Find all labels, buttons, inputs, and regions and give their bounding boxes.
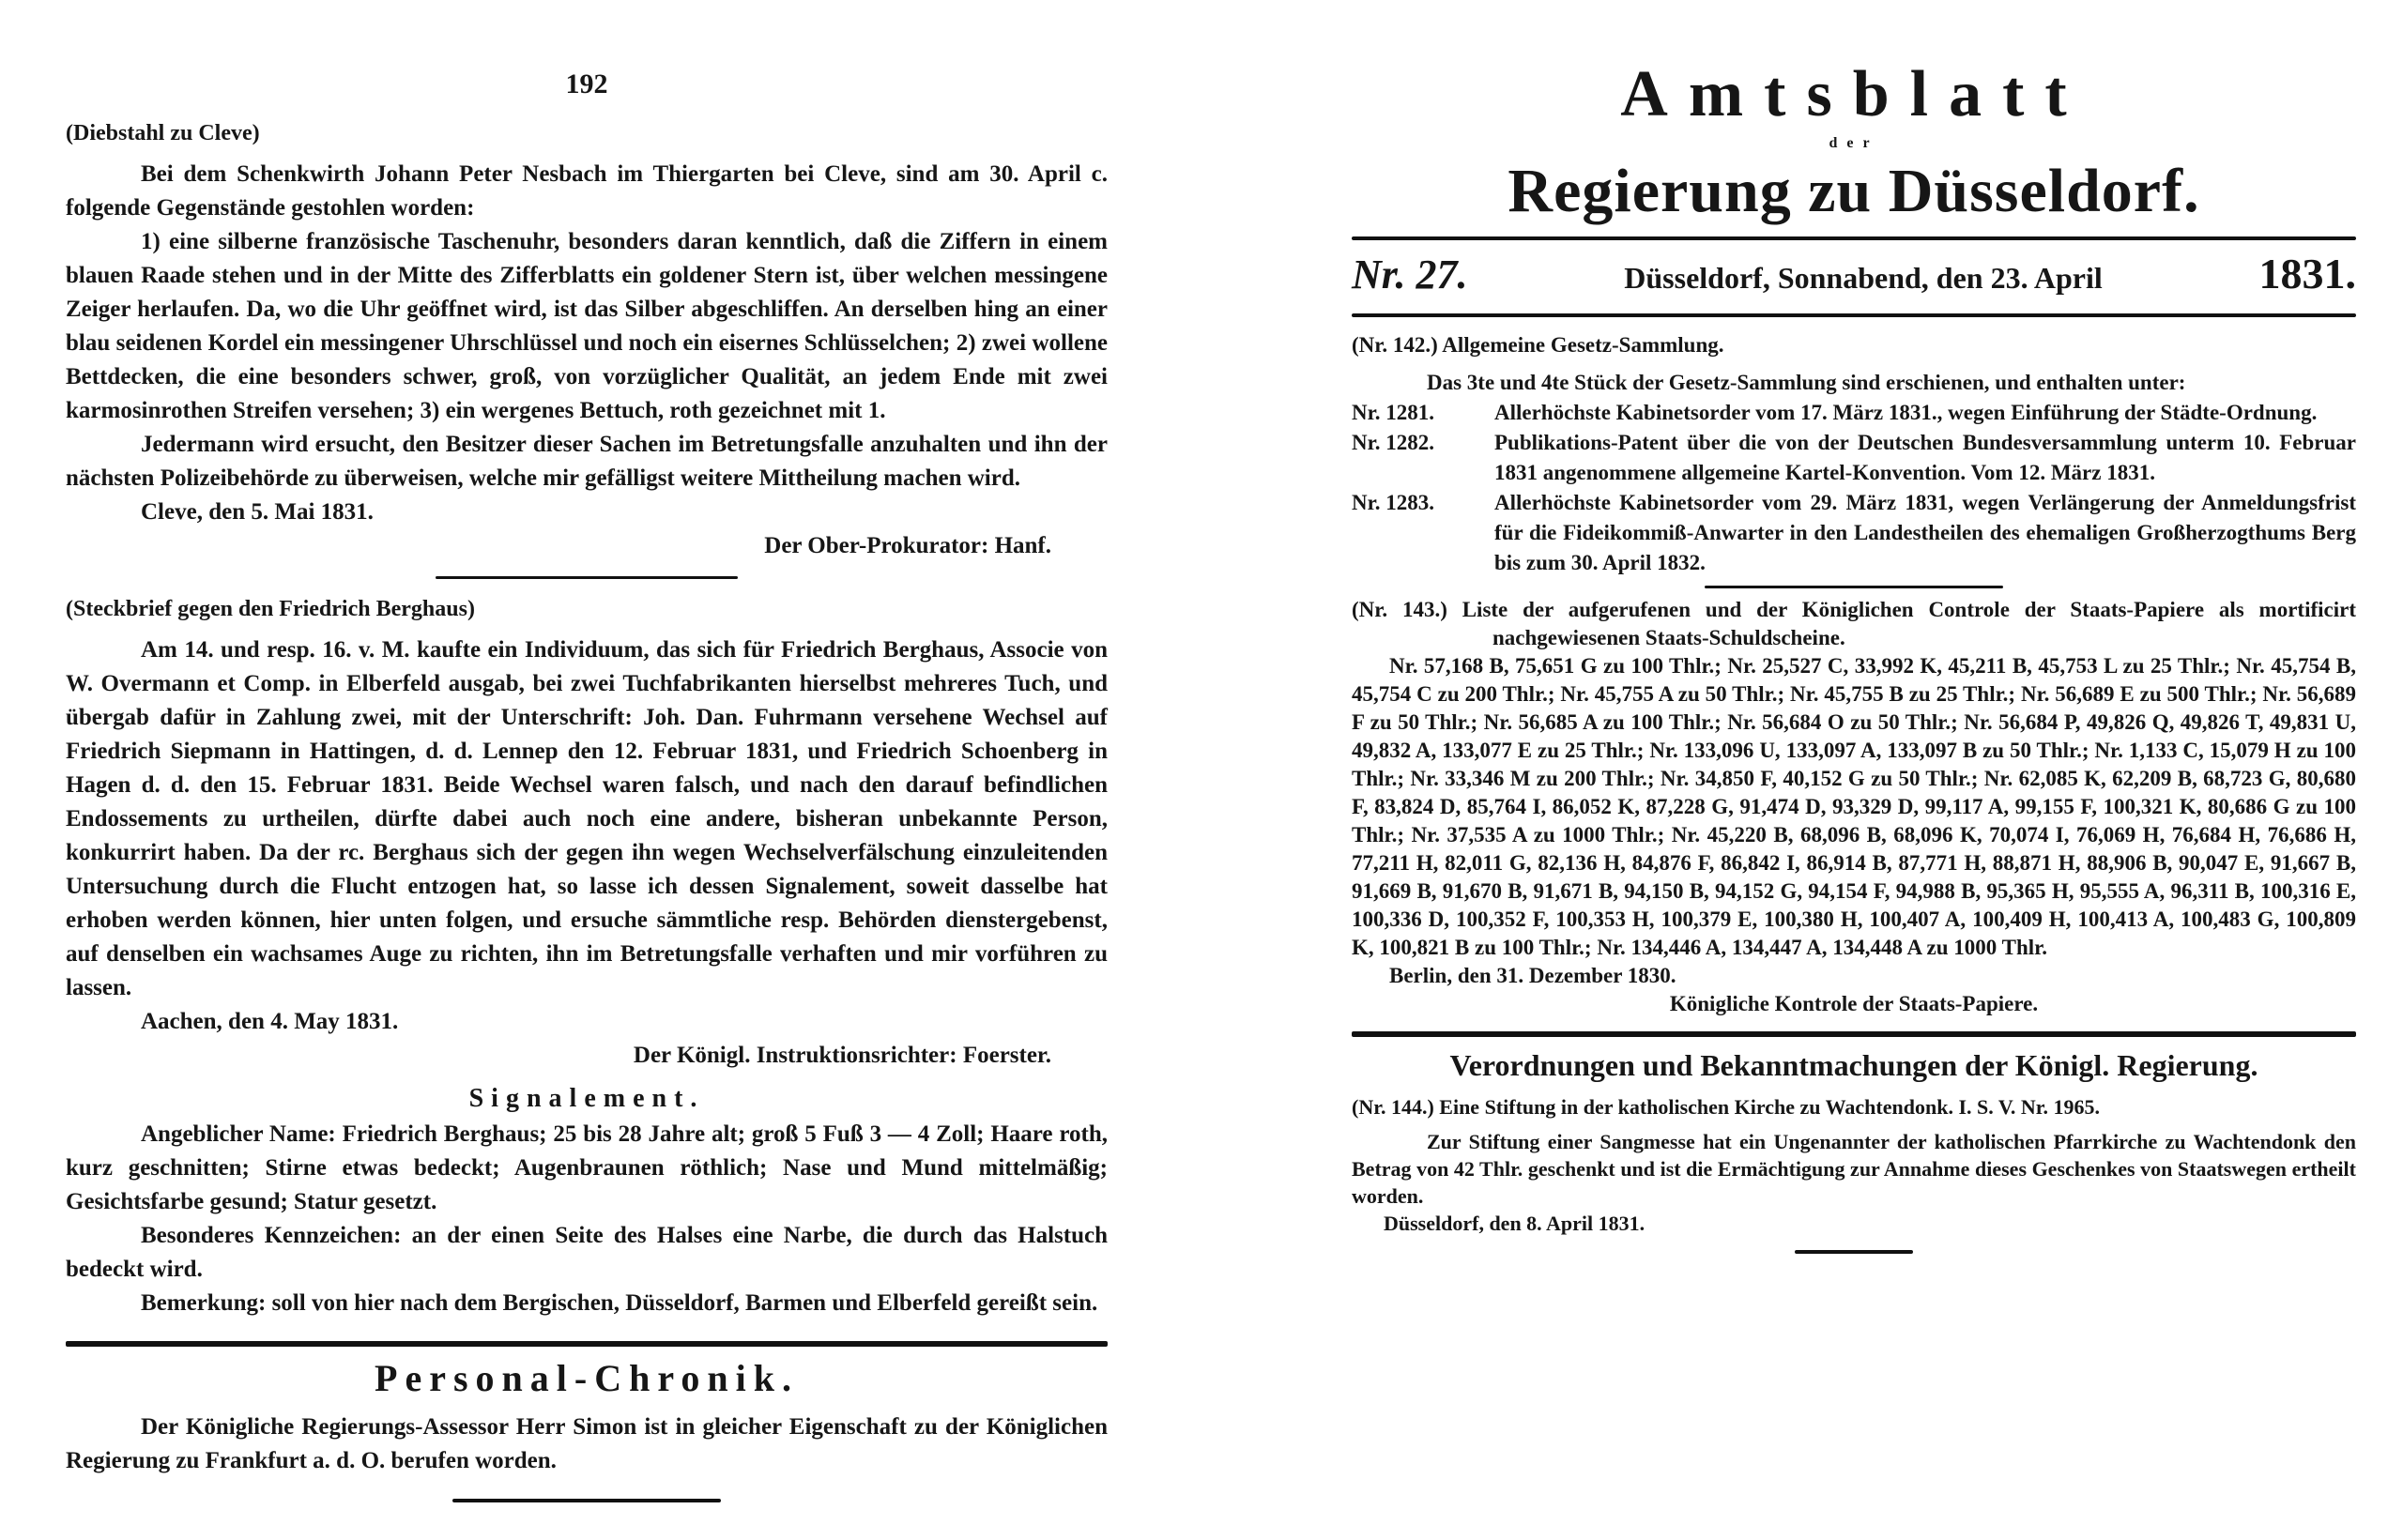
law-number: Nr. 1282. (1352, 431, 1434, 454)
warrant-notice-paragraph: Am 14. und resp. 16. v. M. kaufte ein Individuum, das sich für Friedrich Berghaus, Associe von W. Overmann et Comp. in Elberfeld ausgab, bei zwei Tuchfabrikanten hierselbst mehreres Tuch, und übergab dafür in Zahlung zwei, mit der Unterschrift: Joh. Dan. Fuhrmann versehene Wechsel auf Friedrich Siepmann in Hattingen, d. d. Lennep den 12. Februar 1831, und Friedrich Schoenberg in Hagen d. d. den 15. Februar 1831. Beide Wechsel waren falsch, und nach den darauf befindlichen Endossements zu urtheilen, dürfte dabei auch noch eine andere, bisheran unbekannte Person, konkurrirt haben. Da der rc. Berghaus sich der gegen ihn wegen Wechselverfälschung einzuleitenden Untersuchung durch die Flucht entzogen hat, so lasse ich dessen Signalement, soweit dasselbe hat erhoben werden können, hier unten folgen, und ersuche sämmtliche resp. Behörden dienstergebenst, auf denselben ein wachsames Auge zu richten, ihn im Betretungsfalle verhaften und mir vorführen zu lassen. (66, 637, 1108, 1000)
securities-list: Nr. 57,168 B, 75,651 G zu 100 Thlr.; Nr. 25,527 C, 33,992 K, 45,211 B, 45,753 L zu 25 Thlr.; Nr. 45,754 B, 45,754 C zu 200 Thlr.; Nr. 45,755 A zu 50 Thlr.; Nr. 45,755 B zu 25 Thlr.; Nr. 56,689 E zu 500 Thlr.; Nr. 56,689 F zu 50 Thlr.; Nr. 56,685 A zu 100 Thlr.; Nr. 56,684 O zu 50 Thlr.; Nr. 56,684 P, 49,826 Q, 49,826 T, 49,831 U, 49,832 A, 133,077 E zu 25 Thlr.; Nr. 133,096 U, 133,097 A, 133,097 B zu 50 Thlr.; Nr. 1,133 C, 15,079 H zu 100 Thlr.; Nr. 33,346 M zu 200 Thlr.; Nr. 34,850 F, 40,152 G zu 50 Thlr.; Nr. 62,085 K, 62,209 B, 68,723 G, 80,680 F, 83,824 D, 85,764 I, 86,052 K, 87,228 G, 91,474 D, 93,329 D, 99,117 A, 99,155 F, 100,321 K, 80,686 G zu 100 Thlr.; Nr. 37,535 A zu 1000 Thlr.; Nr. 45,220 B, 68,096 B, 68,096 K, 70,074 I, 76,069 H, 76,684 H, 76,686 H, 77,211 H, 82,011 G, 82,136 H, 84,876 F, 86,842 I, 86,914 B, 87,771 H, 88,871 H, 88,906 B, 90,047 E, 91,667 B, 91,669 B, 91,670 B, 91,671 B, 94,150 B, 94,152 G, 94,154 F, 94,988 B, 95,365 H, 95,555 A, 96,311 B, 100,316 E, 100,336 D, 100,352 F, 100,353 H, 100,379 E, 100,380 H, 100,407 A, 100,409 H, 100,413 A, 100,483 G, 100,809 K, 100,821 B zu 100 Thlr.; Nr. 134,446 A, 134,447 A, 134,448 A zu 1000 Thlr. (1352, 654, 2356, 959)
law-entry (1352, 488, 2356, 578)
item-142-intro: Das 3te und 4te Stück der Gesetz-Sammlung sind erschienen, und enthalten unter: (1427, 371, 2186, 394)
law-entry (1352, 398, 2356, 428)
right-page (1202, 0, 2403, 1291)
item-143-heading: (Nr. 143.) Liste der aufgerufenen und der Königlichen Controle der Staats-Papiere als mortificirt nachgewiesenen Staats-Schuldscheine. (1352, 598, 2356, 649)
signalement-paragraph: Besonderes Kennzeichen: an der einen Seite des Halses eine Narbe, die durch das Halstuch bedeckt wird. (66, 1223, 1108, 1282)
law-number: Nr. 1283. (1352, 491, 1434, 514)
signalement-paragraph: Angeblicher Name: Friedrich Berghaus; 25 bis 28 Jahre alt; groß 5 Fuß 3 — 4 Zoll; Haare roth, kurz geschnitten; Stirne etwas bedeckt; Augenbraunen röthlich; Nase und Mund mittelmäßig; Gesichtsfarbe gesund; Statur gesetzt. (66, 1121, 1108, 1214)
masthead-title-regierung: Regierung zu Düsseldorf. (1508, 157, 2200, 225)
law-number: Nr. 1281. (1352, 401, 1434, 424)
law-text: Allerhöchste Kabinetsorder vom 17. März 1831., wegen Einführung der Städte-Ordnung. (1494, 401, 2318, 424)
personal-chronik-paragraph: Der Königliche Regierungs-Assessor Herr Simon ist in gleicher Eigenschaft zu der Königlichen Regierung zu Frankfurt a. d. O. berufen worden. (66, 1414, 1108, 1473)
warrant-notice-heading: (Steckbrief gegen den Friedrich Berghaus) (66, 597, 475, 621)
issue-year: 1831. (2258, 250, 2356, 297)
theft-notice-paragraph: 1) eine silberne französische Taschenuhr, besonders daran kenntlich, daß die Ziffern in einem blauen Raade stehen und in der Mitte des Zifferblatts ein goldener Stern ist, über welchen messingene Zeiger herlaufen. Da, wo die Uhr geöffnet wird, ist das Silber abgeschliffen. An derselben hing an einer blau seidenen Kordel ein messingener Uhrschlüssel und noch ein eisernes Schlüsselchen; 2) zwei wollene Bettdecken, die eine besonders schwer, groß, von vorzüglicher Qualität, an jedem Ende mit zwei karmosinrothen Streifen versehen; 3) ein wergenes Bettuch, roth gezeichnet mit 1. (66, 229, 1108, 423)
signalement-paragraph: Bemerkung: soll von hier nach dem Bergischen, Düsseldorf, Barmen und Elberfeld gereißt sein. (141, 1290, 1098, 1316)
date-line: Düsseldorf, den 8. April 1831. (1384, 1212, 1645, 1235)
issue-place-date: Düsseldorf, Sonnabend, den 23. April (1624, 261, 2103, 295)
separator-rule (452, 1499, 721, 1502)
theft-notice-heading: (Diebstahl zu Cleve) (66, 121, 260, 145)
item-144 (1352, 1093, 2356, 1237)
law-text: Publikations-Patent über die von der Deutschen Bundesversammlung unterm 10. Februar 1831 angenommene allgemeine Kartel-Konvention. Vom 12. März 1831. (1494, 431, 2356, 484)
signature: Königliche Kontrole der Staats-Papiere. (1669, 992, 2039, 1015)
personal-chronik (66, 1354, 1108, 1478)
section-title-verordnungen: Verordnungen und Bekanntmachungen der Königl. Regierung. (1449, 1048, 2258, 1082)
date-line: Berlin, den 31. Dezember 1830. (1389, 964, 1676, 987)
date-line: Aachen, den 4. May 1831. (141, 1009, 399, 1034)
law-entry (1352, 428, 2356, 488)
item-144-paragraph: Zur Stiftung einer Sangmesse hat ein Ungenannter der katholischen Pfarrkirche zu Wachtendonk den Betrag von 42 Thlr. geschenkt und ist die Ermächtigung zur Annahme dieses Geschenkes von Staatswegen ertheilt worden. (1352, 1130, 2356, 1208)
signature: Der Ober-Prokurator: Hanf. (764, 533, 1051, 558)
law-text: Allerhöchste Kabinetsorder vom 29. März 1831, wegen Verlängerung der Anmeldungsfrist für die Fideikommiß-Anwarter in den Landestheilen des ehemaligen Großherzogthums Berg bis zum 30. April 1832. (1494, 491, 2356, 574)
warrant-notice (66, 592, 1108, 1320)
masthead-title-amtsblatt: Amtsblatt (1620, 58, 2088, 130)
issue-line (1352, 240, 2356, 313)
separator-rule (1795, 1250, 1913, 1254)
item-144-heading: (Nr. 144.) Eine Stiftung in der katholischen Kirche zu Wachtendonk. I. S. V. Nr. 1965. (1352, 1095, 2101, 1119)
masthead-der: der (1829, 135, 1879, 151)
issue-number: Nr. 27. (1352, 252, 1468, 297)
theft-notice (66, 116, 1108, 563)
page-number: 192 (565, 69, 608, 99)
signalement-heading: Signalement. (468, 1084, 705, 1113)
date-line: Cleve, den 5. Mai 1831. (141, 499, 374, 525)
item-142 (1352, 330, 2356, 578)
theft-notice-paragraph: Bei dem Schenkwirth Johann Peter Nesbach im Thiergarten bei Cleve, sind am 30. April c. folgende Gegenstände gestohlen worden: (66, 161, 1108, 221)
theft-notice-paragraph: Jedermann wird ersucht, den Besitzer dieser Sachen im Betretungsfalle anzuhalten und ihn der nächsten Polizeibehörde zu überweisen, welche mir gefälligst weitere Mittheilung machen wird. (66, 432, 1108, 491)
personal-chronik-title: Personal-Chronik. (375, 1357, 799, 1399)
item-142-heading: (Nr. 142.) Allgemeine Gesetz-Sammlung. (1352, 333, 1724, 357)
item-143 (1352, 596, 2356, 1018)
signature: Der Königl. Instruktionsrichter: Foerster. (633, 1043, 1051, 1068)
